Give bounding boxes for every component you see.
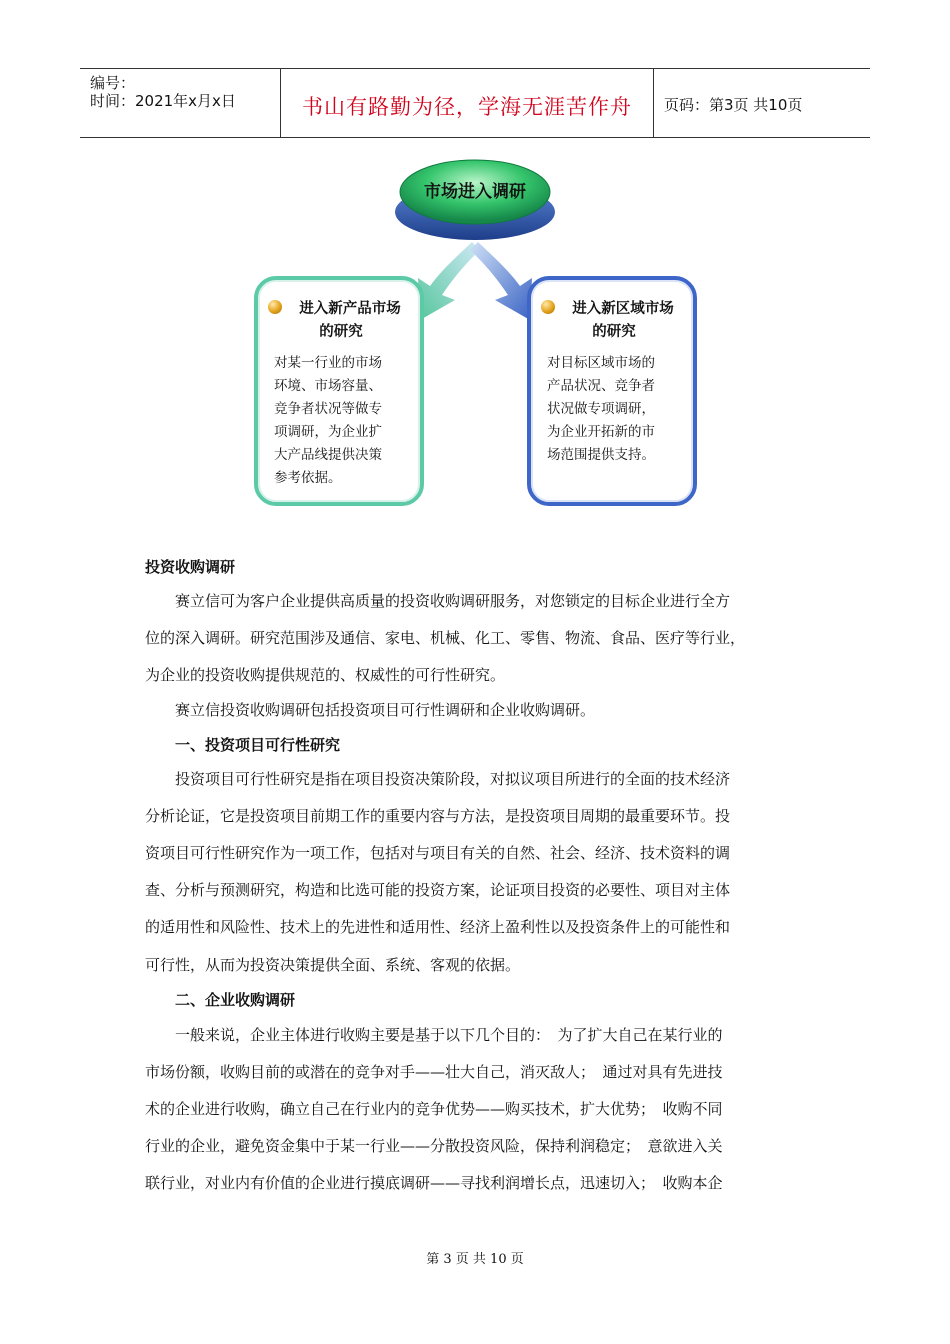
header-motto-cell bbox=[281, 69, 654, 137]
box-body-line: 项调研，为企业扩 bbox=[274, 424, 382, 440]
box-body-line: 环境、市场容量、 bbox=[274, 378, 382, 394]
box-body-line: 状况做专项调研， bbox=[547, 401, 655, 417]
document-header bbox=[80, 68, 870, 138]
box-body bbox=[547, 352, 685, 467]
paragraph-line: 分析论证，它是投资项目前期工作的重要内容与方法，是投资项目周期的最重要环节。投 bbox=[145, 807, 731, 825]
date-label: 时间：2021年x月x日 bbox=[90, 92, 236, 110]
new-region-market-box bbox=[527, 276, 697, 506]
box-body-line: 为企业开拓新的市 bbox=[547, 424, 655, 440]
paragraph-line: 查、分析与预测研究，构造和比选可能的投资方案，论证项目投资的必要性、项目对主体 bbox=[145, 881, 731, 899]
box-body-line: 场范围提供支持。 bbox=[547, 447, 655, 463]
paragraph-line: 赛立信可为客户企业提供高质量的投资收购调研服务，对您锁定的目标企业进行全方 bbox=[145, 592, 731, 610]
new-product-market-box bbox=[254, 276, 424, 506]
paragraph-line: 一般来说，企业主体进行收购主要是基于以下几个目的： 为了扩大自己在某行业的 bbox=[145, 1026, 723, 1044]
paragraph-line: 位的深入调研。研究范围涉及通信、家电、机械、化工、零售、物流、食品、医疗等行业， bbox=[145, 629, 746, 647]
left-arrow bbox=[418, 242, 480, 320]
paragraph-line: 赛立信投资收购调研包括投资项目可行性调研和企业收购调研。 bbox=[145, 701, 596, 719]
root-node-label: 市场进入调研 bbox=[424, 182, 526, 202]
box-body-line: 竞争者状况等做专 bbox=[274, 401, 382, 417]
section-heading: 投资收购调研 bbox=[145, 558, 236, 576]
box-body bbox=[274, 352, 412, 490]
box-body-line: 产品状况、竞争者 bbox=[547, 378, 655, 394]
box-body-line: 参考依据。 bbox=[274, 470, 342, 486]
paragraph-line: 资项目可行性研究作为一项工作，包括对与项目有关的自然、社会、经济、技术资料的调 bbox=[145, 844, 731, 862]
box-title bbox=[541, 298, 687, 344]
paragraph-line: 市场份额，收购目前的或潜在的竞争对手——壮大自己，消灭敌人； 通过对具有先进技 bbox=[145, 1063, 723, 1081]
box-body-line: 对目标区域市场的 bbox=[547, 355, 655, 371]
box-title-line: 进入新区域市场 bbox=[572, 301, 674, 317]
market-entry-diagram bbox=[250, 150, 700, 510]
box-title bbox=[268, 298, 414, 344]
header-info-cell bbox=[80, 69, 281, 137]
page-footer: 第 3 页 共 10 页 bbox=[426, 1252, 524, 1267]
paragraph-line: 联行业，对业内有价值的企业进行摸底调研——寻找利润增长点，迅速切入； 收购本企 bbox=[145, 1174, 723, 1192]
paragraph-line: 行业的企业，避免资金集中于某一行业——分散投资风险，保持利润稳定； 意欲进入关 bbox=[145, 1137, 723, 1155]
header-page-cell bbox=[654, 69, 870, 137]
subsection-heading: 二、企业收购调研 bbox=[145, 991, 296, 1009]
box-body-line: 大产品线提供决策 bbox=[274, 447, 382, 463]
paragraph-line: 的适用性和风险性、技术上的先进性和适用性、经济上盈利性以及投资条件上的可能性和 bbox=[145, 918, 731, 936]
box-title-line: 的研究 bbox=[592, 324, 636, 340]
number-label: 编号： bbox=[90, 74, 136, 92]
motto: 书山有路勤为径，学海无涯苦作舟 bbox=[302, 95, 632, 119]
page-label: 页码：第3页 共10页 bbox=[664, 96, 803, 114]
box-title-line: 的研究 bbox=[319, 324, 363, 340]
paragraph-line: 为企业的投资收购提供规范的、权威性的可行性研究。 bbox=[145, 666, 506, 684]
box-body-line: 对某一行业的市场 bbox=[274, 355, 382, 371]
subsection-heading: 一、投资项目可行性研究 bbox=[145, 736, 341, 754]
right-arrow bbox=[470, 242, 532, 320]
paragraph-line: 投资项目可行性研究是指在项目投资决策阶段，对拟议项目所进行的全面的技术经济 bbox=[145, 770, 731, 788]
paragraph-line: 术的企业进行收购，确立自己在行业内的竞争优势——购买技术，扩大优势； 收购不同 bbox=[145, 1100, 723, 1118]
box-title-line: 进入新产品市场 bbox=[299, 301, 401, 317]
paragraph-line: 可行性，从而为投资决策提供全面、系统、客观的依据。 bbox=[145, 956, 521, 974]
